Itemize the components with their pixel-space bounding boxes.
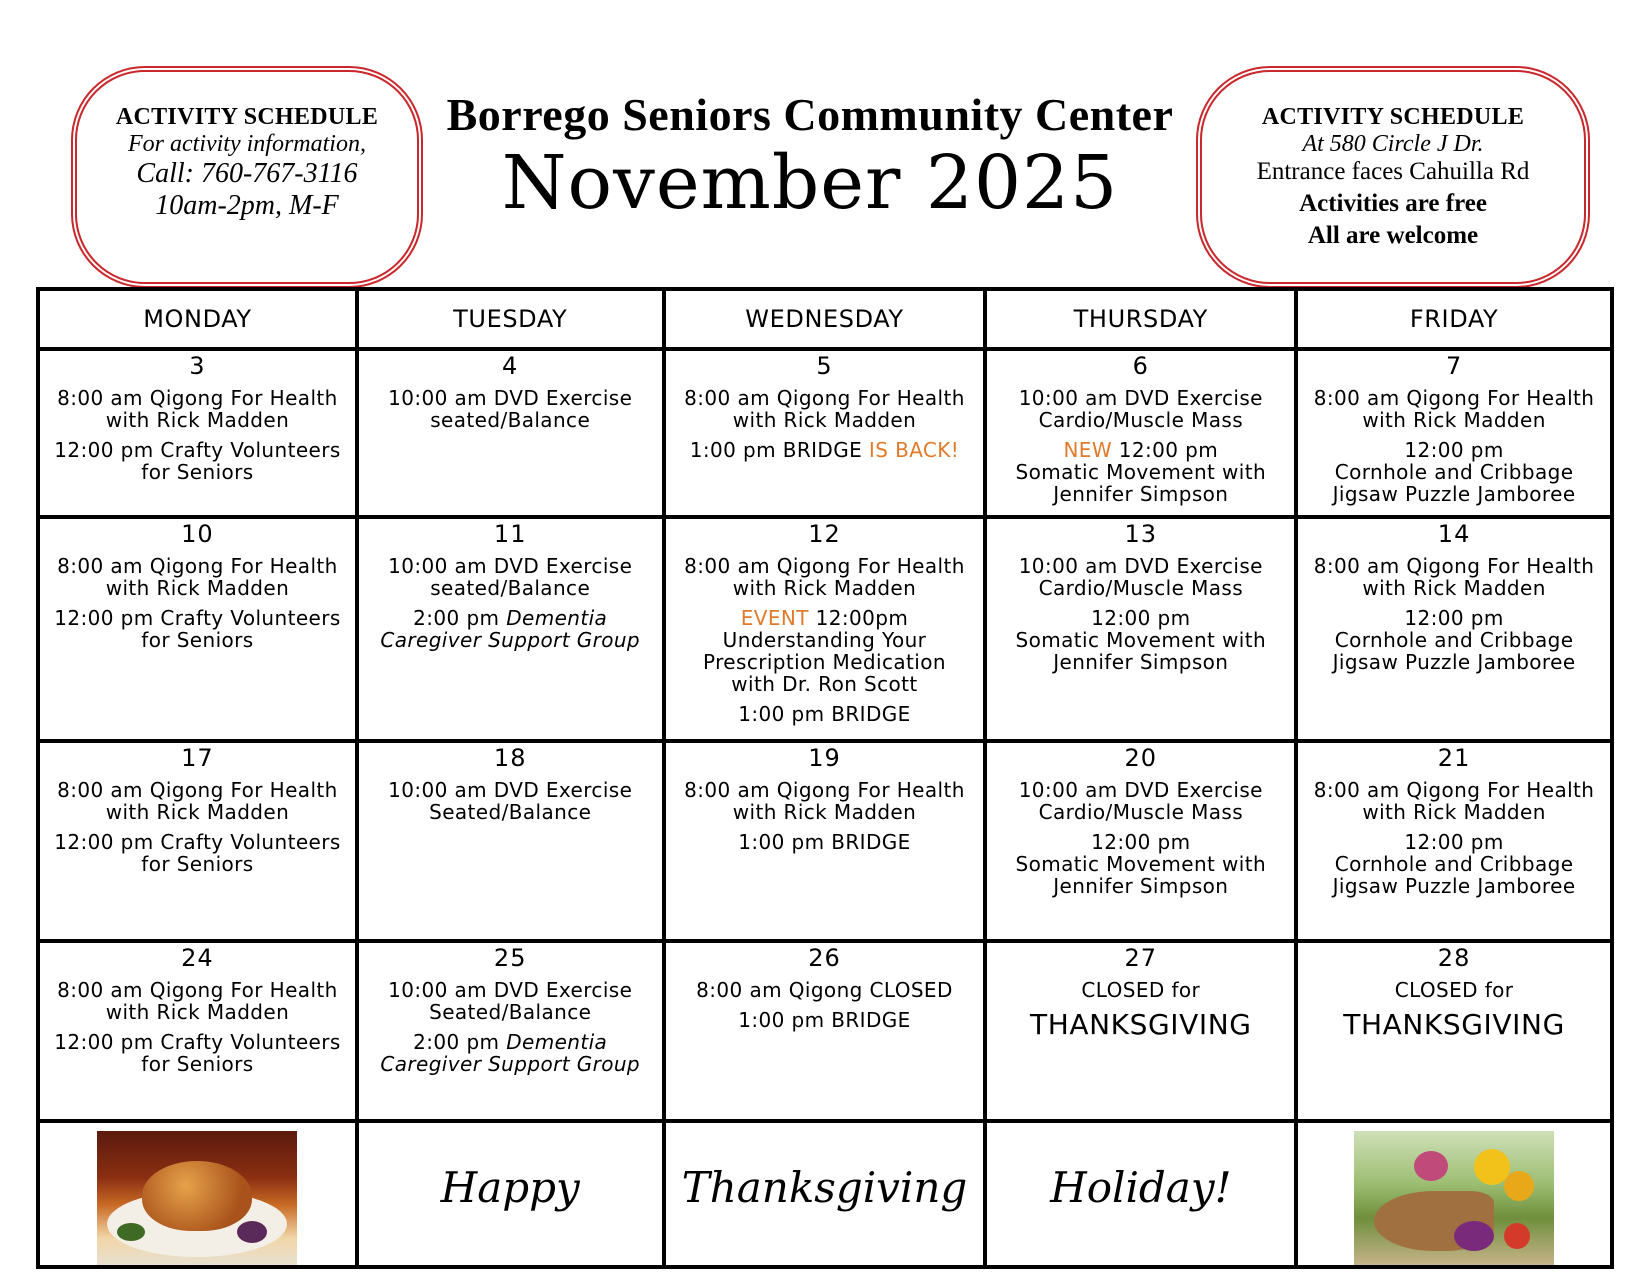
day-number: 14 [1437,520,1471,548]
flower-shape [1414,1151,1448,1181]
event [987,779,1294,823]
event-line: Somatic Movement with [1015,460,1267,484]
event-line: 8:00 am Qigong For Health [684,554,965,578]
event [1298,979,1610,1001]
day-number: 4 [502,352,519,380]
day-cell [664,517,986,741]
day-cell [1296,741,1612,941]
event-line: 10:00 am DVD Exercise [1018,778,1263,802]
right-box-free: Activities are free [1299,190,1487,217]
event-line: with Rick Madden [105,408,290,432]
event [40,439,355,483]
event-line: with Dr. Ron Scott [731,672,918,696]
event [359,1031,662,1075]
event [1298,555,1610,599]
event-line: seated/Balance [430,576,591,600]
event-line: Cornhole and Cribbage [1334,460,1574,484]
day-number: 24 [181,944,214,972]
event-line: with Rick Madden [1362,800,1546,824]
event-line: Jennifer Simpson [1053,874,1229,898]
month-title: November 2025 [501,140,1119,226]
left-box-phone: Call: 760-767-3116 [136,158,358,189]
event-line: 1:00 pm BRIDGE [738,702,911,726]
event-line: Seated/Balance [429,800,592,824]
event-line: Caregiver Support Group [380,628,641,652]
event-line: 8:00 am Qigong For Health [1313,386,1595,410]
event-text: 2:00 pm [413,606,507,630]
day-number: 26 [808,944,841,972]
calendar-grid [36,287,1614,1269]
roast-turkey-image [97,1131,297,1265]
weekday-header: WEDNESDAY [664,289,986,349]
day-cell [664,941,986,1121]
event-text-italic: Dementia [506,606,608,630]
event-line: 8:00 am Qigong For Health [57,978,338,1002]
right-box-address: At 580 Circle J Dr. [1302,131,1484,157]
footer-cell [985,1121,1296,1267]
week-row [38,517,1612,741]
day-number: 19 [808,744,841,772]
day-cell [1296,517,1612,741]
day-number: 10 [181,520,214,548]
event-text: 12:00 pm [1112,438,1219,462]
weekday-header-row [38,289,1612,349]
day-cell [1296,349,1612,517]
footer-cell [38,1121,357,1267]
event [1298,439,1610,505]
event-line: Jigsaw Puzzle Jamboree [1332,650,1576,674]
day-number: 6 [1132,352,1149,380]
footer-row [38,1121,1612,1267]
event-line: Cardio/Muscle Mass [1038,408,1244,432]
event-line: 10:00 am DVD Exercise [388,978,633,1002]
day-number: 21 [1437,744,1471,772]
event-line: 8:00 am Qigong For Health [684,386,965,410]
weekday-header: FRIDAY [1296,289,1612,349]
event-line [987,439,1294,461]
event-line [666,607,984,629]
event-line: for Seniors [141,628,254,652]
day-number: 27 [1124,944,1158,972]
event-text: 2:00 pm [413,1030,507,1054]
week-row [38,349,1612,517]
event [40,607,355,651]
event [987,831,1294,897]
day-number: 7 [1445,352,1463,380]
event [666,779,984,823]
event [40,779,355,823]
holiday-label: THANKSGIVING [1343,1008,1565,1041]
day-number: 5 [816,352,833,380]
event [40,555,355,599]
day-cell [985,349,1296,517]
event-line: 10:00 am DVD Exercise [388,554,633,578]
event-line: Jennifer Simpson [1053,650,1229,674]
footer-cell [357,1121,664,1267]
event [40,979,355,1023]
event-line: for Seniors [141,852,254,876]
week-row [38,941,1612,1121]
week-row [38,741,1612,941]
event-line: with Rick Madden [1362,576,1546,600]
day-number: 25 [493,944,527,972]
event [666,555,984,599]
closed-notice: CLOSED for [1081,978,1201,1002]
event-line: Caregiver Support Group [380,1052,641,1076]
event-line: 8:00 am Qigong For Health [684,778,965,802]
left-box-hours: 10am-2pm, M-F [155,190,339,221]
greeting-thanksgiving: Thanksgiving [681,1163,968,1212]
weekday-header: MONDAY [38,289,357,349]
turkey-shape [142,1161,252,1231]
event [1298,607,1610,673]
footer-cell [1296,1121,1612,1267]
day-number: 17 [181,744,214,772]
day-cell [38,941,357,1121]
event-line: 8:00 am Qigong For Health [57,554,338,578]
event [666,1009,984,1031]
day-cell [357,517,664,741]
day-number: 20 [1124,744,1158,772]
event [1298,387,1610,431]
event-line: with Rick Madden [105,1000,290,1024]
event-line: 12:00 pm [1404,830,1504,854]
left-box-title: ACTIVITY SCHEDULE [115,104,379,130]
event-line: Jigsaw Puzzle Jamboree [1332,482,1576,506]
event-line: Understanding Your [722,628,927,652]
day-cell [1296,941,1612,1121]
event [987,607,1294,673]
left-info-box [75,70,419,284]
event-line: Somatic Movement with [1015,628,1267,652]
event-line: Cardio/Muscle Mass [1038,800,1244,824]
event-line: Cardio/Muscle Mass [1038,576,1244,600]
event-line: with Rick Madden [105,800,290,824]
event [40,1031,355,1075]
day-number: 13 [1124,520,1158,548]
event [987,979,1294,1001]
event [666,607,984,695]
right-box-welcome: All are welcome [1307,222,1479,249]
event-line: with Rick Madden [732,576,917,600]
event [359,979,662,1023]
event [1298,779,1610,823]
event-line: seated/Balance [430,408,591,432]
event-line: 12:00 pm [1404,438,1504,462]
event [987,387,1294,431]
event-text-italic: Dementia [506,1030,608,1054]
event-line [359,1031,662,1053]
event-line: for Seniors [141,1052,254,1076]
event [666,979,984,1001]
event-line: Seated/Balance [429,1000,592,1024]
event-line: 8:00 am Qigong For Health [57,778,338,802]
event-line [666,439,984,461]
event-line: 12:00 pm Crafty Volunteers [54,438,341,462]
event-line: 1:00 pm BRIDGE [738,830,911,854]
event-line: Cornhole and Cribbage [1334,852,1574,876]
weekday-header: TUESDAY [357,289,664,349]
event [987,439,1294,505]
day-number: 12 [808,520,841,548]
event [666,703,984,725]
event-line: 12:00 pm Crafty Volunteers [54,1030,341,1054]
day-cell [38,517,357,741]
harvest-cornucopia-image [1354,1131,1554,1265]
weekday-header: THURSDAY [985,289,1296,349]
event [666,439,984,461]
event [666,831,984,853]
event-line [359,607,662,629]
event [359,555,662,599]
day-cell [985,517,1296,741]
event-line: 8:00 am Qigong CLOSED [696,978,953,1002]
event-line: 12:00 pm Crafty Volunteers [54,830,341,854]
day-cell [664,349,986,517]
event-line: 12:00 pm [1404,606,1504,630]
event [40,831,355,875]
event-line: for Seniors [141,460,254,484]
holiday-label: THANKSGIVING [1029,1008,1252,1041]
day-cell [38,349,357,517]
day-cell [664,741,986,941]
org-name: Borrego Seniors Community Center [446,89,1174,140]
highlight-text: IS BACK! [868,438,960,462]
event-line: 10:00 am DVD Exercise [1018,386,1263,410]
event [987,555,1294,599]
day-cell [357,741,664,941]
highlight-text: EVENT [740,606,809,630]
event-line: 8:00 am Qigong For Health [1313,554,1595,578]
left-box-info-line: For activity information, [128,131,366,157]
day-cell [357,941,664,1121]
event-line: 1:00 pm BRIDGE [738,1008,911,1032]
day-cell [357,349,664,517]
event-text: 12:00pm [808,606,909,630]
event-line: 10:00 am DVD Exercise [388,386,633,410]
grapes-shape [1454,1221,1494,1251]
sunflower-shape [1504,1171,1534,1201]
event-line: with Rick Madden [1362,408,1546,432]
closed-notice: CLOSED for [1394,978,1514,1002]
event-line: 8:00 am Qigong For Health [57,386,338,410]
event-line: 12:00 pm [1091,830,1191,854]
event-line: 10:00 am DVD Exercise [1018,554,1263,578]
event-line: Jigsaw Puzzle Jamboree [1332,874,1576,898]
day-number: 3 [189,352,206,380]
event-line: Prescription Medication [703,650,946,674]
event-line: Jennifer Simpson [1053,482,1229,506]
event-line: 12:00 pm [1091,606,1191,630]
event-line: with Rick Madden [732,800,917,824]
event-line: Somatic Movement with [1015,852,1267,876]
apple-shape [1504,1223,1530,1249]
right-info-box [1200,70,1586,284]
greeting-happy: Happy [440,1163,580,1212]
event-line: with Rick Madden [732,408,917,432]
greeting-holiday: Holiday! [1050,1163,1232,1212]
footer-cell [664,1121,986,1267]
event-line: with Rick Madden [105,576,290,600]
event [1298,831,1610,897]
day-cell [985,941,1296,1121]
event [359,607,662,651]
day-cell [985,741,1296,941]
event-text: 1:00 pm BRIDGE [689,438,869,462]
event-line: 8:00 am Qigong For Health [1313,778,1595,802]
event [359,387,662,431]
event-line: 12:00 pm Crafty Volunteers [54,606,341,630]
event [359,779,662,823]
right-box-entrance: Entrance faces Cahuilla Rd [1256,158,1530,185]
day-number: 28 [1437,944,1471,972]
day-number: 18 [493,744,527,772]
highlight-text: NEW [1063,438,1113,462]
event-line: Cornhole and Cribbage [1334,628,1574,652]
event-line: 10:00 am DVD Exercise [388,778,633,802]
event [40,387,355,431]
event [666,387,984,431]
day-cell [38,741,357,941]
day-number: 11 [493,520,527,548]
right-box-title: ACTIVITY SCHEDULE [1261,104,1525,130]
